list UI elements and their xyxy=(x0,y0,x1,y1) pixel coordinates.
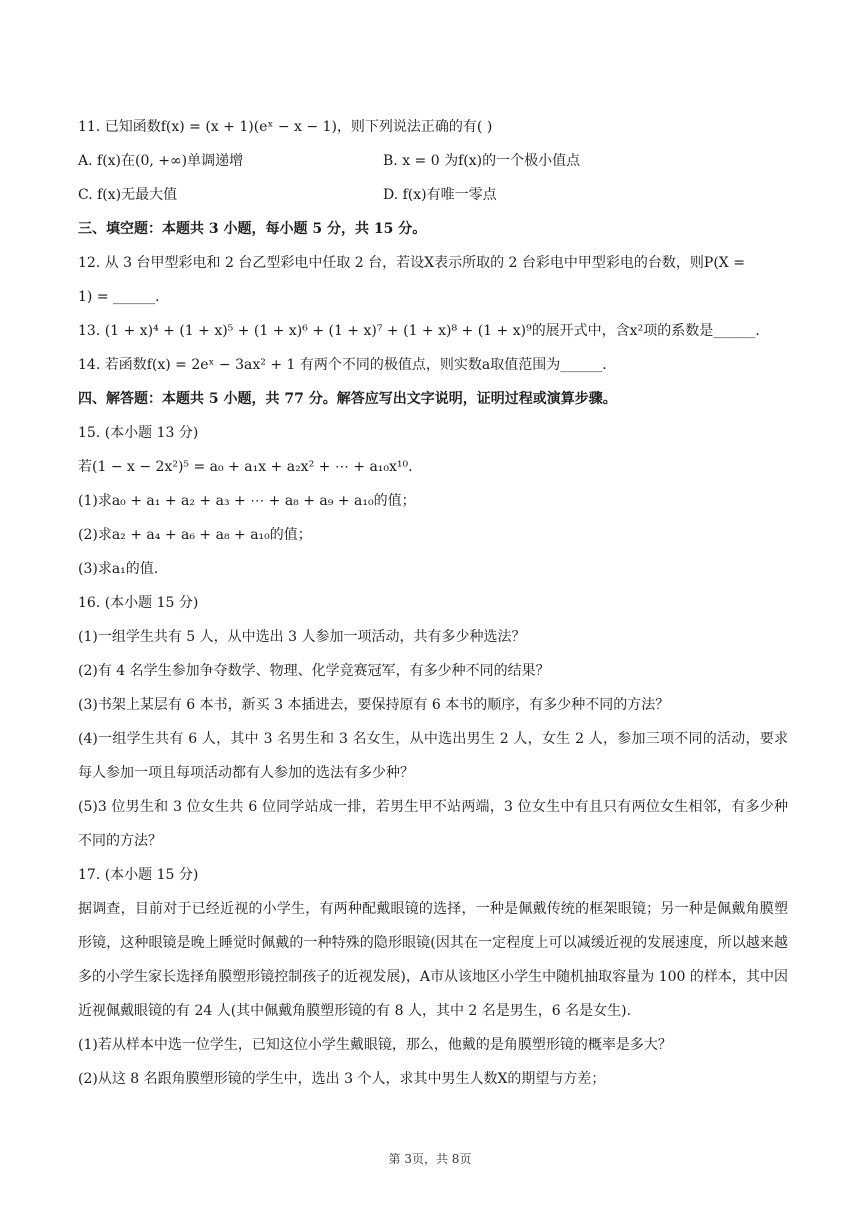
q15-part-2: (2)求a₂ + a₄ + a₆ + a₈ + a₁₀的值； xyxy=(78,527,312,543)
q15-stem: 若(1 − x − 2x²)⁵ = a₀ + a₁x + a₂x² + ⋯ + a₁₀x¹⁰. xyxy=(78,459,413,475)
q16-part-3: (3)书架上某层有 6 本书，新买 3 本插进去，要保持原有 6 本书的顺序，有多少种不同的方法？ xyxy=(78,697,670,713)
section-3-heading: 三、填空题：本题共 3 小题，每小题 5 分，共 15 分。 xyxy=(78,221,427,237)
q17-stem: 据调查，目前对于已经近视的小学生，有两种配戴眼镜的选择，一种是佩戴传统的框架眼镜；另一种是佩戴角膜塑形镜，这种眼镜是晚上睡觉时佩戴的一种特殊的隐形眼镜(因其在一定程度上可以减缓近视的发展速度，所以越来越多的小学生家长选择角膜塑形镜控制孩子的近视发展)，A市从该地区小学生中随机抽取容量为 100 的样本，其中因近视佩戴眼镜的有 24 人(其中佩戴角膜塑形镜的有 8 人，其中 2 名是男生，6 名是女生). xyxy=(78,901,788,1019)
q12-line-2: 1) = ______. xyxy=(78,289,160,305)
q15-title: 15. (本小题 13 分) xyxy=(78,425,199,441)
q11-options-row-2 xyxy=(78,178,788,212)
q16-part-2: (2)有 4 名学生参加争夺数学、物理、化学竞赛冠军，有多少种不同的结果？ xyxy=(78,663,550,679)
section-4-heading: 四、解答题：本题共 5 小题，共 77 分。解答应写出文字说明，证明过程或演算步骤。 xyxy=(78,391,617,407)
page-footer: 第 3页，共 8页 xyxy=(388,1152,472,1166)
q17-part-2: (2)从这 8 名跟角膜塑形镜的学生中，选出 3 个人，求其中男生人数X的期望与方差； xyxy=(78,1071,606,1087)
q11-option-a: A. f(x)在(0, +∞)单调递增 xyxy=(78,153,244,169)
q17-part-1: (1)若从样本中选一位学生，已知这位小学生戴眼镜，那么，他戴的是角膜塑形镜的概率是多大？ xyxy=(78,1037,672,1053)
q11-option-d: D. f(x)有唯一零点 xyxy=(383,187,497,203)
q12-line-1: 12. 从 3 台甲型彩电和 2 台乙型彩电中任取 2 台，若设X表示所取的 2 台彩电中甲型彩电的台数，则P(X = xyxy=(78,255,745,271)
q17-title: 17. (本小题 15 分) xyxy=(78,867,199,883)
q16-part-5: (5)3 位男生和 3 位女生共 6 位同学站成一排，若男生甲不站两端，3 位女生中有且只有两位女生相邻，有多少种不同的方法？ xyxy=(78,799,788,849)
q11-option-b: B. x = 0 为f(x)的一个极小值点 xyxy=(383,153,581,169)
q15-part-1: (1)求a₀ + a₁ + a₂ + a₃ + ⋯ + a₈ + a₉ + a₁₀的值； xyxy=(78,493,416,509)
q16-part-4: (4)一组学生共有 6 人，其中 3 名男生和 3 名女生，从中选出男生 2 人，女生 2 人，参加三项不同的活动，要求每人参加一项且每项活动都有人参加的选法有多少种？ xyxy=(78,731,788,781)
q15-part-3: (3)求a₁的值. xyxy=(78,561,159,577)
q11-stem: 11. 已知函数f(x) = (x + 1)(eˣ − x − 1)，则下列说法正确的有( ) xyxy=(78,119,493,135)
q13: 13. (1 + x)⁴ + (1 + x)⁵ + (1 + x)⁶ + (1 + x)⁷ + (1 + x)⁸ + (1 + x)⁹的展开式中，含x²项的系数是______. xyxy=(78,323,760,339)
q16-title: 16. (本小题 15 分) xyxy=(78,595,199,611)
q16-part-1: (1)一组学生共有 5 人，从中选出 3 人参加一项活动，共有多少种选法？ xyxy=(78,629,526,645)
page-content xyxy=(78,110,788,1096)
q11-options-row-1 xyxy=(78,144,788,178)
q11-option-c: C. f(x)无最大值 xyxy=(78,187,178,203)
q14: 14. 若函数f(x) = 2eˣ − 3ax² + 1 有两个不同的极值点，则实数a取值范围为______. xyxy=(78,357,607,373)
